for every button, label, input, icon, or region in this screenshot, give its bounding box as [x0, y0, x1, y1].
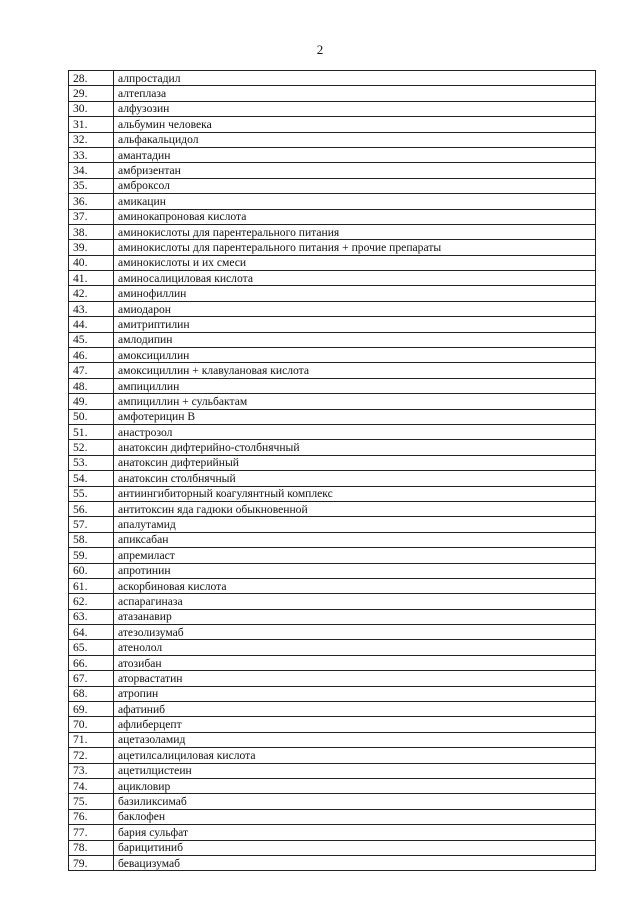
row-number: 54.: [69, 471, 114, 486]
drug-name: алфузозин: [114, 101, 596, 116]
table-row: [69, 455, 596, 470]
row-number: 67.: [69, 671, 114, 686]
row-number: 36.: [69, 194, 114, 209]
table-row: [69, 317, 596, 332]
drug-list-table: [68, 70, 596, 871]
row-number: 75.: [69, 794, 114, 809]
table-row: [69, 748, 596, 763]
drug-name: аспарагиназа: [114, 594, 596, 609]
row-number: 48.: [69, 378, 114, 393]
drug-name: альбумин человека: [114, 117, 596, 132]
table-row: [69, 101, 596, 116]
drug-name: апротинин: [114, 563, 596, 578]
table-row: [69, 825, 596, 840]
row-number: 49.: [69, 394, 114, 409]
table-row: [69, 717, 596, 732]
drug-name: апремиласт: [114, 548, 596, 563]
row-number: 69.: [69, 702, 114, 717]
row-number: 68.: [69, 686, 114, 701]
row-number: 31.: [69, 117, 114, 132]
row-number: 74.: [69, 778, 114, 793]
drug-name: альфакальцидол: [114, 132, 596, 147]
row-number: 37.: [69, 209, 114, 224]
table-row: [69, 594, 596, 609]
drug-name: аминокислоты для парентерального питания + прочие препараты: [114, 240, 596, 255]
drug-name: атропин: [114, 686, 596, 701]
drug-name: анатоксин дифтерийный: [114, 455, 596, 470]
row-number: 57.: [69, 517, 114, 532]
row-number: 78.: [69, 840, 114, 855]
row-number: 39.: [69, 240, 114, 255]
drug-name: анатоксин дифтерийно-столбнячный: [114, 440, 596, 455]
row-number: 32.: [69, 132, 114, 147]
table-row: [69, 778, 596, 793]
drug-list-body: [69, 71, 596, 871]
row-number: 56.: [69, 501, 114, 516]
row-number: 52.: [69, 440, 114, 455]
row-number: 30.: [69, 101, 114, 116]
table-row: [69, 409, 596, 424]
drug-name: анатоксин столбнячный: [114, 471, 596, 486]
table-row: [69, 548, 596, 563]
table-row: [69, 394, 596, 409]
row-number: 65.: [69, 640, 114, 655]
table-row: [69, 194, 596, 209]
row-number: 60.: [69, 563, 114, 578]
row-number: 45.: [69, 332, 114, 347]
row-number: 28.: [69, 71, 114, 86]
drug-name: барицитиниб: [114, 840, 596, 855]
table-row: [69, 209, 596, 224]
row-number: 43.: [69, 301, 114, 316]
drug-name: антитоксин яда гадюки обыкновенной: [114, 501, 596, 516]
row-number: 70.: [69, 717, 114, 732]
table-row: [69, 424, 596, 439]
drug-name: анастрозол: [114, 424, 596, 439]
drug-name: афлиберцепт: [114, 717, 596, 732]
row-number: 77.: [69, 825, 114, 840]
table-row: [69, 655, 596, 670]
table-row: [69, 532, 596, 547]
table-row: [69, 686, 596, 701]
table-row: [69, 163, 596, 178]
table-row: [69, 471, 596, 486]
drug-name: ацикловир: [114, 778, 596, 793]
drug-name: апалутамид: [114, 517, 596, 532]
table-row: [69, 563, 596, 578]
table-row: [69, 178, 596, 193]
row-number: 53.: [69, 455, 114, 470]
row-number: 38.: [69, 224, 114, 239]
row-number: 64.: [69, 625, 114, 640]
table-row: [69, 86, 596, 101]
row-number: 51.: [69, 424, 114, 439]
row-number: 34.: [69, 163, 114, 178]
drug-name: амитриптилин: [114, 317, 596, 332]
table-row: [69, 763, 596, 778]
row-number: 62.: [69, 594, 114, 609]
table-row: [69, 794, 596, 809]
drug-name: ацетазоламид: [114, 732, 596, 747]
drug-name: афатиниб: [114, 702, 596, 717]
row-number: 44.: [69, 317, 114, 332]
row-number: 42.: [69, 286, 114, 301]
table-row: [69, 855, 596, 870]
table-row: [69, 501, 596, 516]
table-row: [69, 702, 596, 717]
row-number: 63.: [69, 609, 114, 624]
row-number: 76.: [69, 809, 114, 824]
row-number: 66.: [69, 655, 114, 670]
table-row: [69, 348, 596, 363]
table-row: [69, 271, 596, 286]
table-row: [69, 640, 596, 655]
drug-name: аторвастатин: [114, 671, 596, 686]
drug-name: аминосалициловая кислота: [114, 271, 596, 286]
row-number: 72.: [69, 748, 114, 763]
row-number: 41.: [69, 271, 114, 286]
drug-name: амантадин: [114, 147, 596, 162]
table-row: [69, 609, 596, 624]
table-row: [69, 240, 596, 255]
drug-name: атезолизумаб: [114, 625, 596, 640]
row-number: 46.: [69, 348, 114, 363]
table-row: [69, 671, 596, 686]
row-number: 71.: [69, 732, 114, 747]
drug-name: алпростадил: [114, 71, 596, 86]
drug-name: апиксабан: [114, 532, 596, 547]
table-row: [69, 255, 596, 270]
drug-name: базиликсимаб: [114, 794, 596, 809]
drug-name: амоксициллин + клавулановая кислота: [114, 363, 596, 378]
drug-name: алтеплаза: [114, 86, 596, 101]
row-number: 29.: [69, 86, 114, 101]
row-number: 33.: [69, 147, 114, 162]
drug-name: атенолол: [114, 640, 596, 655]
table-row: [69, 378, 596, 393]
row-number: 79.: [69, 855, 114, 870]
drug-name: амбризентан: [114, 163, 596, 178]
drug-name: аминокислоты для парентерального питания: [114, 224, 596, 239]
drug-name: амиодарон: [114, 301, 596, 316]
page-number: 2: [316, 42, 324, 57]
drug-name: амоксициллин: [114, 348, 596, 363]
table-row: [69, 332, 596, 347]
table-row: [69, 286, 596, 301]
drug-name: аминокислоты и их смеси: [114, 255, 596, 270]
table-row: [69, 840, 596, 855]
drug-name: атозибан: [114, 655, 596, 670]
table-row: [69, 732, 596, 747]
table-row: [69, 486, 596, 501]
drug-name: баклофен: [114, 809, 596, 824]
row-number: 61.: [69, 578, 114, 593]
row-number: 58.: [69, 532, 114, 547]
table-row: [69, 71, 596, 86]
table-row: [69, 440, 596, 455]
drug-name: бария сульфат: [114, 825, 596, 840]
row-number: 50.: [69, 409, 114, 424]
row-number: 73.: [69, 763, 114, 778]
table-row: [69, 301, 596, 316]
drug-name: ампициллин: [114, 378, 596, 393]
drug-name: амброксол: [114, 178, 596, 193]
row-number: 47.: [69, 363, 114, 378]
table-row: [69, 517, 596, 532]
drug-name: амфотерицин В: [114, 409, 596, 424]
row-number: 35.: [69, 178, 114, 193]
drug-name: атазанавир: [114, 609, 596, 624]
drug-name: амикацин: [114, 194, 596, 209]
drug-name: аминокапроновая кислота: [114, 209, 596, 224]
row-number: 59.: [69, 548, 114, 563]
table-row: [69, 363, 596, 378]
drug-name: амлодипин: [114, 332, 596, 347]
drug-name: аскорбиновая кислота: [114, 578, 596, 593]
drug-name: ацетилсалициловая кислота: [114, 748, 596, 763]
drug-name: ампициллин + сульбактам: [114, 394, 596, 409]
table-row: [69, 578, 596, 593]
drug-name: аминофиллин: [114, 286, 596, 301]
table-row: [69, 117, 596, 132]
drug-name: бевацизумаб: [114, 855, 596, 870]
row-number: 55.: [69, 486, 114, 501]
row-number: 40.: [69, 255, 114, 270]
table-row: [69, 809, 596, 824]
table-row: [69, 625, 596, 640]
drug-name: ацетилцистеин: [114, 763, 596, 778]
table-row: [69, 224, 596, 239]
drug-name: антиингибиторный коагулянтный комплекс: [114, 486, 596, 501]
table-row: [69, 132, 596, 147]
table-row: [69, 147, 596, 162]
